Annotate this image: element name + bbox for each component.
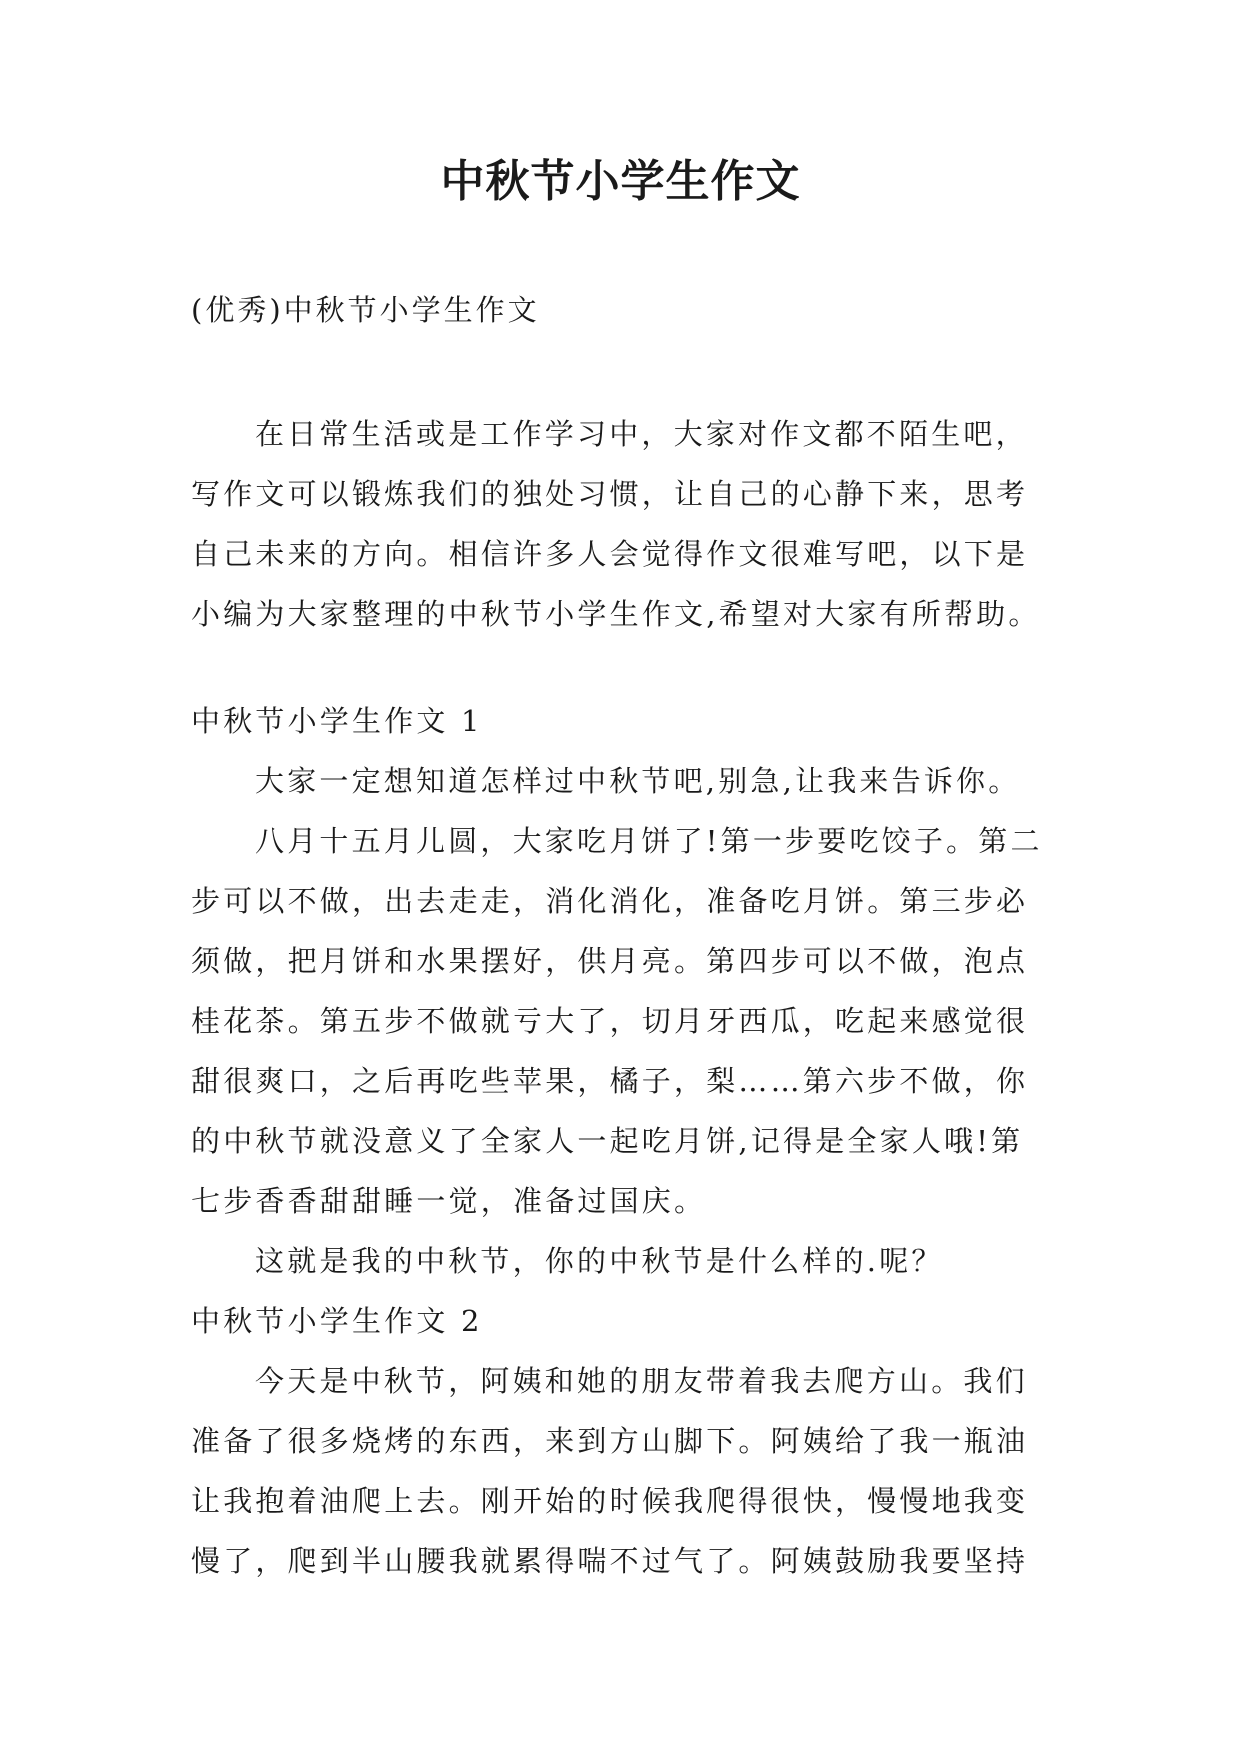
essay-1-paragraph: 这就是我的中秋节，你的中秋节是什么样的.呢？ (255, 1244, 944, 1278)
document-title: 中秋节小学生作文 (440, 156, 801, 207)
document-subtitle: (优秀)中秋节小学生作文 (191, 293, 540, 327)
essay-2-heading: 中秋节小学生作文 2 (191, 1304, 483, 1338)
essay-1-paragraph: 八月十五月儿圆，大家吃月饼了!第一步要吃饺子。第二步可以不做，出去走走，消化消化，准备吃月饼。第三步必须做，把月饼和水果摆好，供月亮。第四步可以不做，泡点桂花茶。第五步不做就亏大了，切月牙西瓜，吃起来感觉很甜很爽口，之后再吃些苹果，橘子，梨……第六步不做，你的中秋节就没意义了全家人一起吃月饼,记得是全家人哦!第七步香香甜甜睡一觉，准备过国庆。 (191, 824, 1043, 1218)
essay-1-paragraph: 大家一定想知道怎样过中秋节吧,别急,让我来告诉你。 (255, 764, 1021, 798)
intro-paragraph: 在日常生活或是工作学习中，大家对作文都不陌生吧，写作文可以锻炼我们的独处习惯，让自己的心静下来，思考自己未来的方向。相信许多人会觉得作文很难写吧，以下是小编为大家整理的中秋节小学生作文,希望对大家有所帮助。 (191, 417, 1041, 631)
essay-2-paragraph: 今天是中秋节，阿姨和她的朋友带着我去爬方山。我们准备了很多烧烤的东西，来到方山脚下。阿姨给了我一瓶油让我抱着油爬上去。刚开始的时候我爬得很快，慢慢地我变慢了，爬到半山腰我就累得喘不过气了。阿姨鼓励我要坚持 (191, 1364, 1029, 1578)
essay-1-heading: 中秋节小学生作文 1 (191, 704, 483, 738)
essays-section (191, 691, 1053, 1591)
intro-section (191, 404, 1053, 644)
